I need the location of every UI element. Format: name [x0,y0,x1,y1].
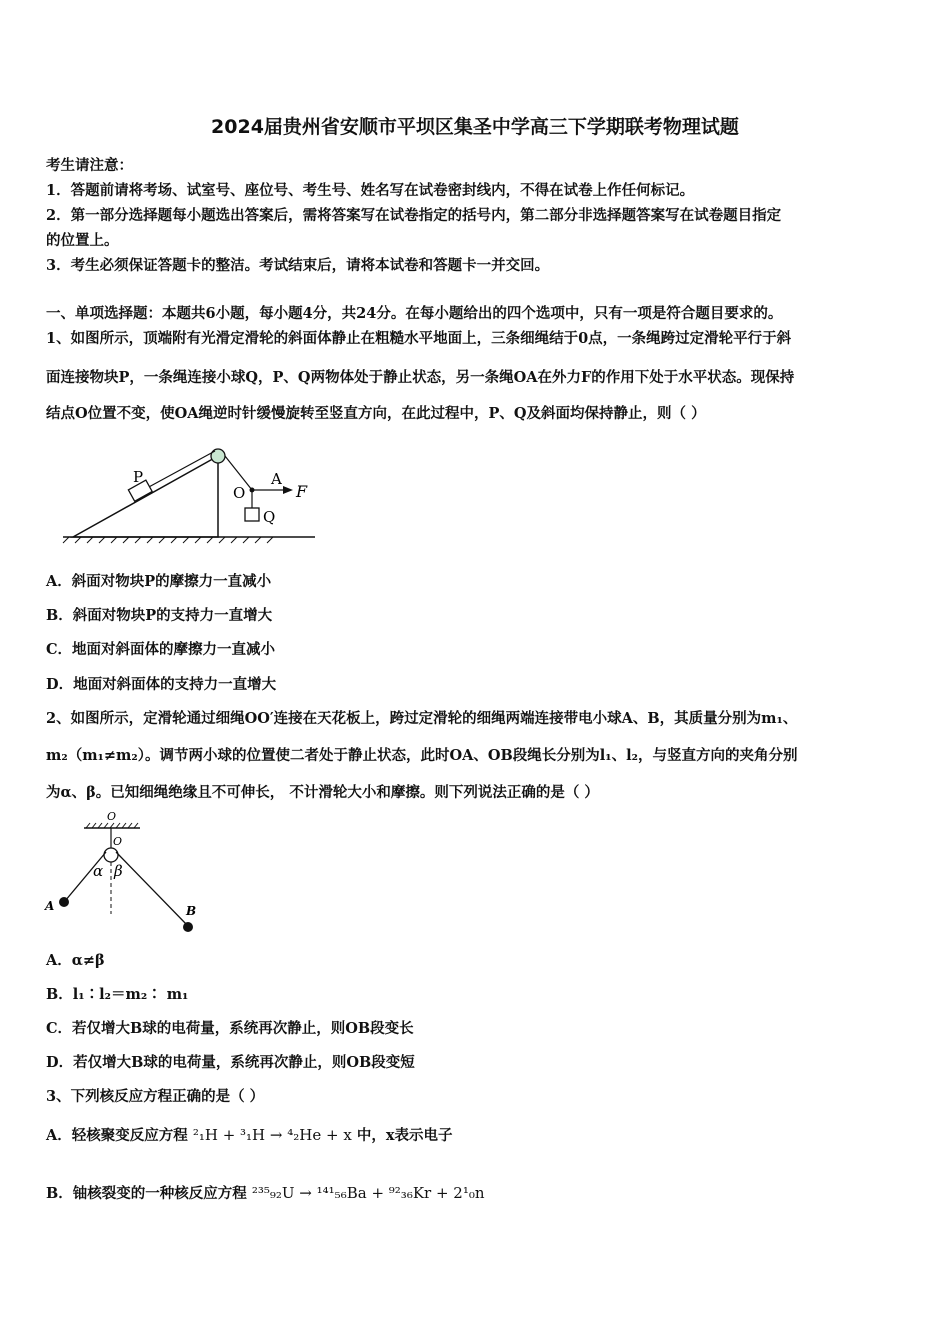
q2-stem-line: 2、如图所示，定滑轮通过细绳OO′连接在天花板上，跨过定滑轮的细绳两端连接带电小球A、B，其质量分别为m₁、 [46,710,798,727]
label-o-top: O [107,810,117,823]
q3-option-a-suffix: 中，x表示电子 [356,1127,453,1144]
q1-stem-line: 面连接物块P，一条绳连接小球Q，P、Q两物体处于静止状态，另一条绳OA在外力F的作用下处于水平状态。现保持 [46,369,795,386]
incline [73,456,218,537]
ball-q [245,508,259,521]
q2-option-a: A．α≠β [46,952,105,969]
q2-option-c: C．若仅增大B球的电荷量，系统再次静止，则OB段变长 [46,1020,414,1037]
ground-hatch [63,537,273,543]
notice-item: 3．考生必须保证答题卡的整洁。考试结束后，请将本试卷和答题卡一并交回。 [46,257,550,274]
q3-option-a [46,1124,916,1145]
notice-item: 1．答题前请将考场、试室号、座位号、考生号、姓名写在试卷密封线内，不得在试卷上作任何标记。 [46,182,695,199]
label-alpha: α [93,862,104,880]
q1-option-c: C．地面对斜面体的摩擦力一直减小 [46,641,276,658]
label-o: O [113,835,123,848]
q2-option-b: B．l₁∶l₂＝m₂∶ m₁ [46,986,189,1003]
notice-item: 2．第一部分选择题每小题选出答案后，需将答案写在试卷指定的括号内，第二部分非选择题答案写在试卷题目指定 [46,207,782,224]
q1-option-d: D．地面对斜面体的支持力一直增大 [46,676,277,693]
q1-stem-line: 1、如图所示，顶端附有光滑定滑轮的斜面体静止在粗糙水平地面上，三条细绳结于0点，一条绳跨过定滑轮平行于斜 [46,330,792,347]
label-a: A [45,899,55,913]
label-f: F [296,482,308,501]
q1-stem-line: 结点O位置不变，使OA绳逆时针缓慢旋转至竖直方向，在此过程中，P、Q及斜面均保持静止，则（ ） [46,405,706,422]
page-title: 2024届贵州省安顺市平坝区集圣中学高三下学期联考物理试题 [211,116,739,138]
q2-figure [40,808,210,938]
q3-stem: 3、下列核反应方程正确的是（ ） [46,1088,265,1105]
label-o: O [233,484,246,502]
ball-a [59,897,69,907]
label-beta: β [114,862,123,880]
label-p: P [133,468,144,486]
pulley-icon [211,449,225,463]
q1-figure [55,442,325,550]
q3-option-b-text: B．铀核裂变的一种核反应方程 [46,1185,247,1202]
q2-stem-line: 为α、β。已知细绳绝缘且不可伸长， 不计滑轮大小和摩擦。则下列说法正确的是（ ） [46,784,599,801]
ball-b [183,922,193,932]
notice-item: 的位置上。 [46,232,119,249]
q2-option-d: D．若仅增大B球的电荷量，系统再次静止，则OB段变短 [46,1054,415,1071]
q1-option-b: B．斜面对物块P的支持力一直增大 [46,607,273,624]
rope-ob [116,852,188,926]
q2-stem-line: m₂（m₁≠m₂）。调节两小球的位置使二者处于静止状态，此时OA、OB段绳长分别为l₁、l₂，与竖直方向的夹角分别 [46,747,798,764]
q3-option-b [46,1182,916,1203]
label-b: B [186,904,197,918]
notice-heading: 考生请注意： [46,157,133,174]
q1-option-a: A．斜面对物块P的摩擦力一直减小 [46,573,272,590]
section-heading: 一、单项选择题：本题共6小题，每小题4分，共24分。在每小题给出的四个选项中，只有一项是符合题目要求的。 [46,305,783,322]
q3-option-b-formula: ²³⁵₉₂U → ¹⁴¹₅₆Ba + ⁹²₃₆Kr + 2¹₀n [251,1184,485,1202]
q3-option-a-formula: ²₁H + ³₁H → ⁴₂He + x [192,1126,352,1144]
label-a: A [271,470,282,488]
pulley-icon [104,848,118,862]
label-q: Q [263,508,276,526]
q3-option-a-text: A．轻核聚变反应方程 [46,1127,188,1144]
arrow-icon [283,486,293,494]
rope-p [147,451,215,488]
